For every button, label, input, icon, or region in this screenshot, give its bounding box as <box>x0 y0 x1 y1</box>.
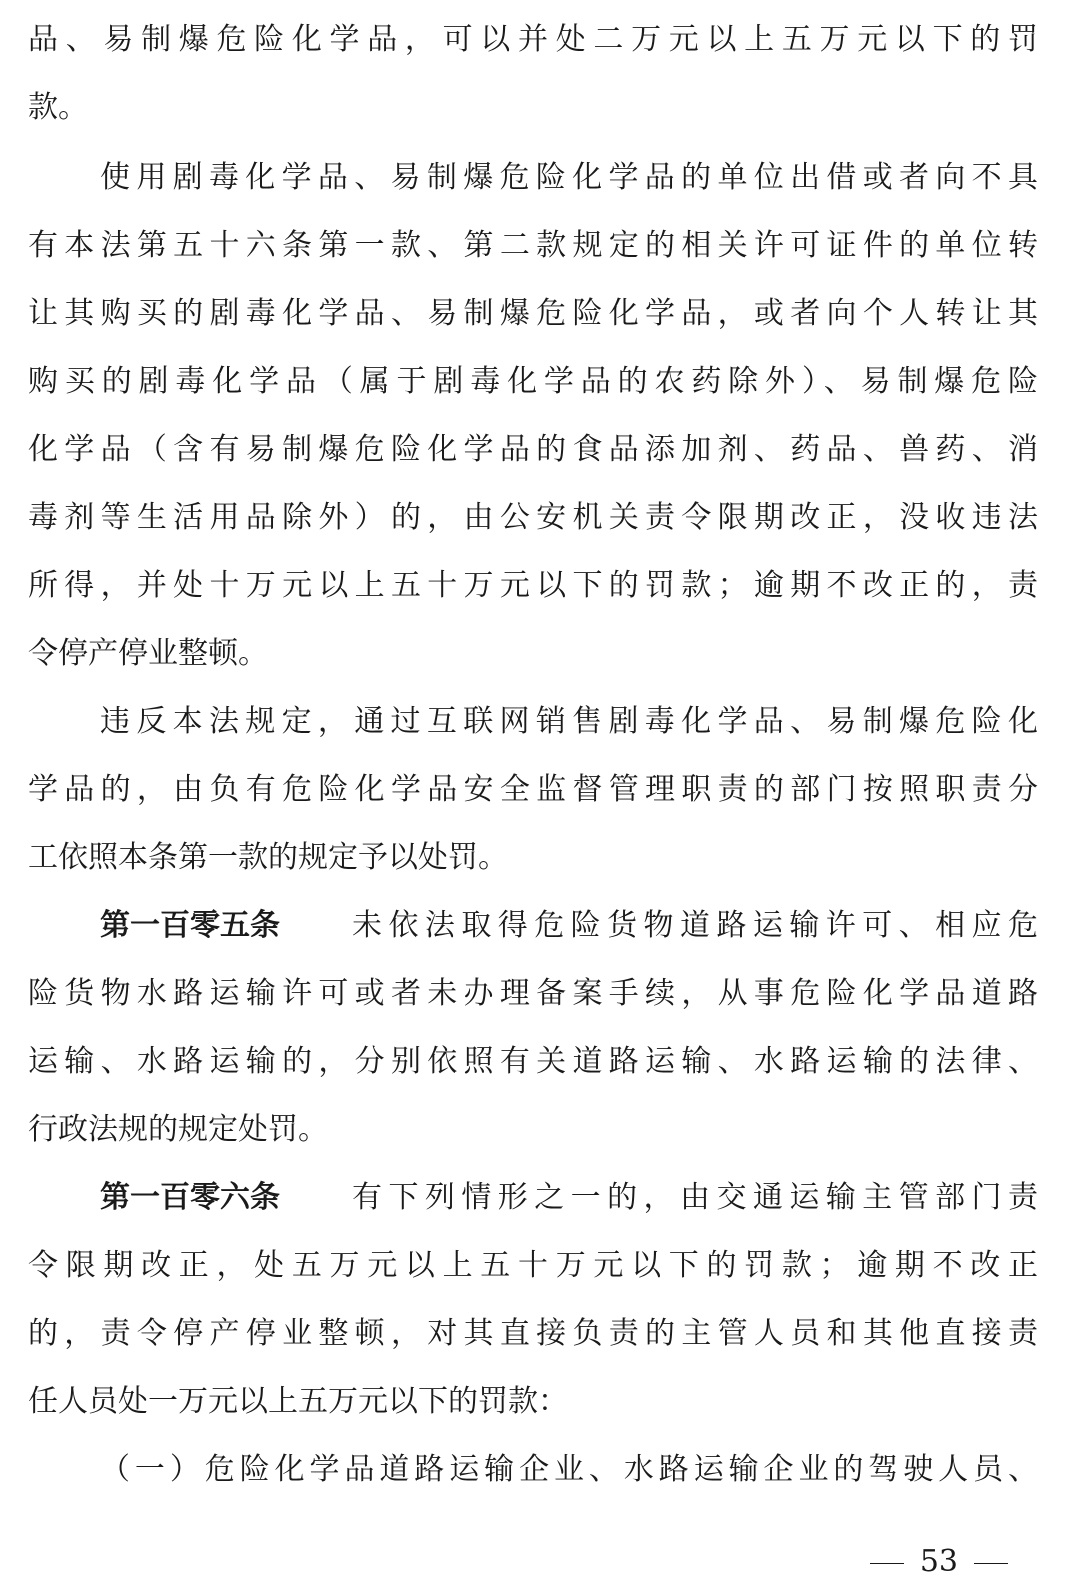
text-line: 令停产停业整顿。 <box>28 636 268 671</box>
text-line: 的，责令停产停业整顿，对其直接负责的主管人员和其他直接责 <box>28 1316 1038 1351</box>
article-106-heading: 第一百零六条 <box>100 1180 280 1215</box>
text-line: 毒剂等生活用品除外）的，由公安机关责令限期改正，没收违法 <box>28 500 1038 535</box>
text-line: 购买的剧毒化学品（属于剧毒化学品的农药除外）、易制爆危险 <box>28 364 1038 399</box>
text-line: 任人员处一万元以上五万元以下的罚款： <box>28 1384 568 1419</box>
text-line: 工依照本条第一款的规定予以处罚。 <box>28 840 508 875</box>
footer-dash-left <box>870 1563 904 1564</box>
text-line: 运输、水路运输的，分别依照有关道路运输、水路运输的法律、 <box>28 1044 1038 1079</box>
paragraph-start-line: 使用剧毒化学品、易制爆危险化学品的单位出借或者向不具 <box>100 160 1038 195</box>
text-line: 有下列情形之一的，由交通运输主管部门责 <box>352 1180 1038 1215</box>
text-line: 款。 <box>28 90 88 125</box>
article-105-heading: 第一百零五条 <box>100 908 280 943</box>
page-footer <box>854 1542 1024 1582</box>
text-line: 化学品（含有易制爆危险化学品的食品添加剂、药品、兽药、消 <box>28 432 1038 467</box>
text-line: 所得，并处十万元以上五十万元以下的罚款；逾期不改正的，责 <box>28 568 1038 603</box>
text-line: 令限期改正，处五万元以上五十万元以下的罚款；逾期不改正 <box>28 1248 1038 1283</box>
text-line: 让其购买的剧毒化学品、易制爆危险化学品，或者向个人转让其 <box>28 296 1038 331</box>
paragraph-start-line: 违反本法规定，通过互联网销售剧毒化学品、易制爆危险化 <box>100 704 1038 739</box>
text-line: 行政法规的规定处罚。 <box>28 1112 328 1147</box>
page-number: 53 <box>919 1544 958 1579</box>
text-line: 险货物水路运输许可或者未办理备案手续，从事危险化学品道路 <box>28 976 1038 1011</box>
text-line: 有本法第五十六条第一款、第二款规定的相关许可证件的单位转 <box>28 228 1038 263</box>
text-line: 品、易制爆危险化学品，可以并处二万元以上五万元以下的罚 <box>28 22 1038 57</box>
text-line: 未依法取得危险货物道路运输许可、相应危 <box>352 908 1038 943</box>
list-item-line: （一）危险化学品道路运输企业、水路运输企业的驾驶人员、 <box>100 1452 1038 1487</box>
text-line: 学品的，由负有危险化学品安全监督管理职责的部门按照职责分 <box>28 772 1038 807</box>
footer-dash-right <box>974 1563 1008 1564</box>
